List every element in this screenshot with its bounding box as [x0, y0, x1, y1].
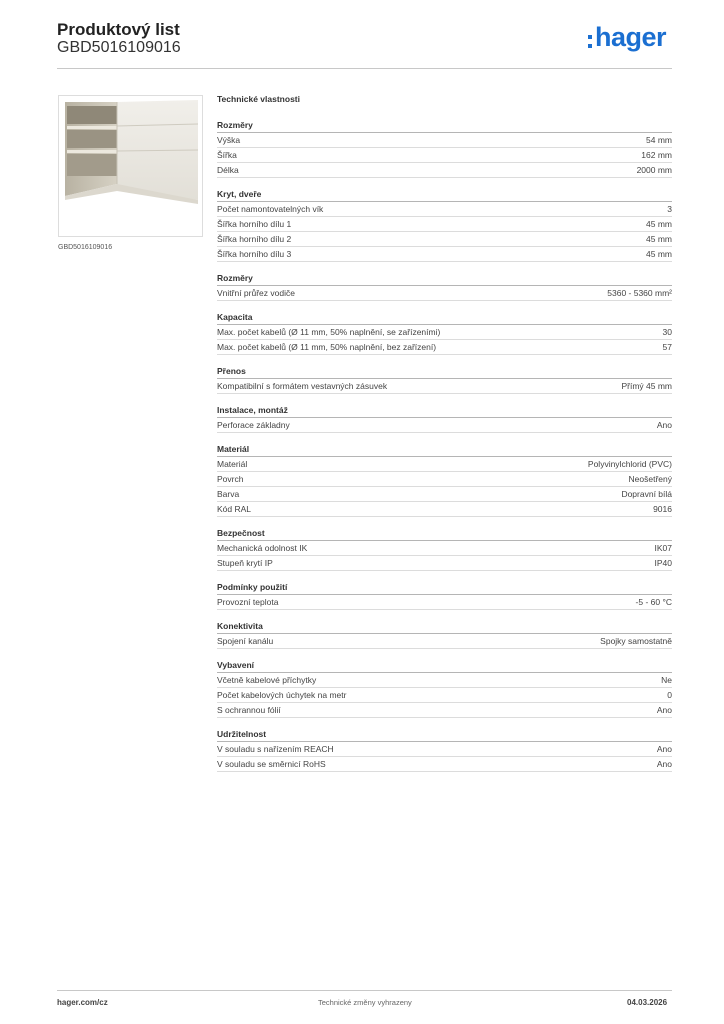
spec-label: Perforace základny: [217, 420, 290, 430]
spec-section: [217, 311, 672, 355]
section-title: Konektivita: [217, 620, 672, 634]
spec-section: [217, 443, 672, 517]
section-title: Bezpečnost: [217, 527, 672, 541]
spec-row: [217, 457, 672, 472]
spec-row: [217, 133, 672, 148]
spec-value: 0: [667, 690, 672, 700]
spec-row: [217, 325, 672, 340]
header-divider: [57, 68, 672, 69]
spec-section: [217, 365, 672, 394]
spec-value: Přímý 45 mm: [621, 381, 672, 391]
spec-value: 3: [667, 204, 672, 214]
spec-label: Max. počet kabelů (Ø 11 mm, 50% naplnění, se zařízeními): [217, 327, 441, 337]
spec-label: V souladu s nařízením REACH: [217, 744, 334, 754]
spec-label: Výška: [217, 135, 241, 145]
specs-heading: Technické vlastnosti: [217, 94, 300, 104]
spec-label: Vnitřní průřez vodiče: [217, 288, 295, 298]
product-code: GBD5016109016: [57, 39, 181, 56]
section-title: Udržitelnost: [217, 728, 672, 742]
spec-section: [217, 119, 672, 178]
spec-section: [217, 404, 672, 433]
spec-row: [217, 742, 672, 757]
footer-website[interactable]: hager.com/cz: [57, 998, 108, 1007]
page-title: Produktový list: [57, 20, 180, 39]
spec-row: [217, 340, 672, 355]
spec-value: Ne: [661, 675, 672, 685]
spec-label: Provozní teplota: [217, 597, 279, 607]
spec-section: [217, 272, 672, 301]
product-image: [58, 95, 203, 237]
spec-section: [217, 527, 672, 571]
spec-row: [217, 217, 672, 232]
spec-value: 45 mm: [646, 234, 672, 244]
spec-row: [217, 286, 672, 301]
spec-label: S ochrannou fólií: [217, 705, 281, 715]
spec-label: Barva: [217, 489, 240, 499]
spec-row: [217, 472, 672, 487]
spec-label: V souladu se směrnicí RoHS: [217, 759, 326, 769]
spec-row: [217, 688, 672, 703]
cable-trunking-illustration: [59, 96, 202, 236]
spec-value: 9016: [653, 504, 672, 514]
spec-row: [217, 418, 672, 433]
spec-value: Polyvinylchlorid (PVC): [587, 459, 672, 469]
spec-label: Materiál: [217, 459, 248, 469]
section-title: Kapacita: [217, 311, 672, 325]
technical-specs: [217, 94, 672, 782]
section-title: Instalace, montáž: [217, 404, 672, 418]
spec-row: [217, 502, 672, 517]
spec-value: 2000 mm: [636, 165, 672, 175]
spec-label: Povrch: [217, 474, 244, 484]
spec-label: Kód RAL: [217, 504, 252, 514]
spec-value: 5360 - 5360 mm²: [607, 288, 672, 298]
spec-row: [217, 163, 672, 178]
spec-row: [217, 556, 672, 571]
spec-label: Šířka horního dílu 1: [217, 219, 292, 229]
spec-label: Šířka horního dílu 3: [217, 249, 292, 259]
spec-row: [217, 673, 672, 688]
spec-label: Stupeň krytí IP: [217, 558, 273, 568]
spec-sections: [217, 119, 672, 772]
spec-value: Ano: [656, 744, 672, 754]
image-caption: GBD5016109016: [58, 244, 113, 251]
section-title: Rozměry: [217, 272, 672, 286]
spec-value: 30: [662, 327, 672, 337]
spec-label: Kompatibilní s formátem vestavných zásuvek: [217, 381, 388, 391]
spec-row: [217, 148, 672, 163]
spec-label: Mechanická odolnost IK: [217, 543, 308, 553]
spec-value: Dopravní bílá: [621, 489, 672, 499]
spec-value: -5 - 60 °C: [635, 597, 672, 607]
spec-label: Počet namontovatelných vík: [217, 204, 324, 214]
spec-section: [217, 659, 672, 718]
spec-row: [217, 379, 672, 394]
spec-value: IK07: [654, 543, 672, 553]
spec-row: [217, 232, 672, 247]
spec-row: [217, 703, 672, 718]
spec-value: Neošetřený: [628, 474, 672, 484]
spec-value: Ano: [656, 705, 672, 715]
spec-label: Spojení kanálu: [217, 636, 274, 646]
spec-label: Délka: [217, 165, 239, 175]
spec-label: Šířka: [217, 150, 237, 160]
spec-value: 45 mm: [646, 249, 672, 259]
spec-value: Ano: [656, 420, 672, 430]
section-title: Rozměry: [217, 119, 672, 133]
spec-section: [217, 620, 672, 649]
section-title: Vybavení: [217, 659, 672, 673]
logo-dots: [588, 35, 592, 53]
footer-divider: [57, 990, 672, 991]
spec-value: Ano: [656, 759, 672, 769]
spec-row: [217, 595, 672, 610]
spec-value: IP40: [654, 558, 672, 568]
spec-row: [217, 634, 672, 649]
spec-value: 45 mm: [646, 219, 672, 229]
spec-section: [217, 188, 672, 262]
spec-value: 57: [662, 342, 672, 352]
spec-row: [217, 541, 672, 556]
spec-row: [217, 202, 672, 217]
spec-label: Počet kabelových úchytek na metr: [217, 690, 347, 700]
section-title: Materiál: [217, 443, 672, 457]
section-title: Podmínky použití: [217, 581, 672, 595]
spec-row: [217, 247, 672, 262]
section-title: Kryt, dveře: [217, 188, 672, 202]
spec-value: Spojky samostatně: [600, 636, 672, 646]
footer-date: 04.03.2026: [627, 998, 668, 1007]
section-title: Přenos: [217, 365, 672, 379]
spec-value: 54 mm: [646, 135, 672, 145]
spec-label: Včetně kabelové příchytky: [217, 675, 317, 685]
spec-section: [217, 581, 672, 610]
logo-text: hager: [595, 22, 667, 52]
footer-disclaimer: Technické změny vyhrazeny: [318, 998, 412, 1007]
spec-value: 162 mm: [641, 150, 672, 160]
spec-label: Max. počet kabelů (Ø 11 mm, 50% naplnění, bez zařízení): [217, 342, 437, 352]
spec-section: [217, 728, 672, 772]
spec-row: [217, 757, 672, 772]
spec-row: [217, 487, 672, 502]
spec-label: Šířka horního dílu 2: [217, 234, 292, 244]
